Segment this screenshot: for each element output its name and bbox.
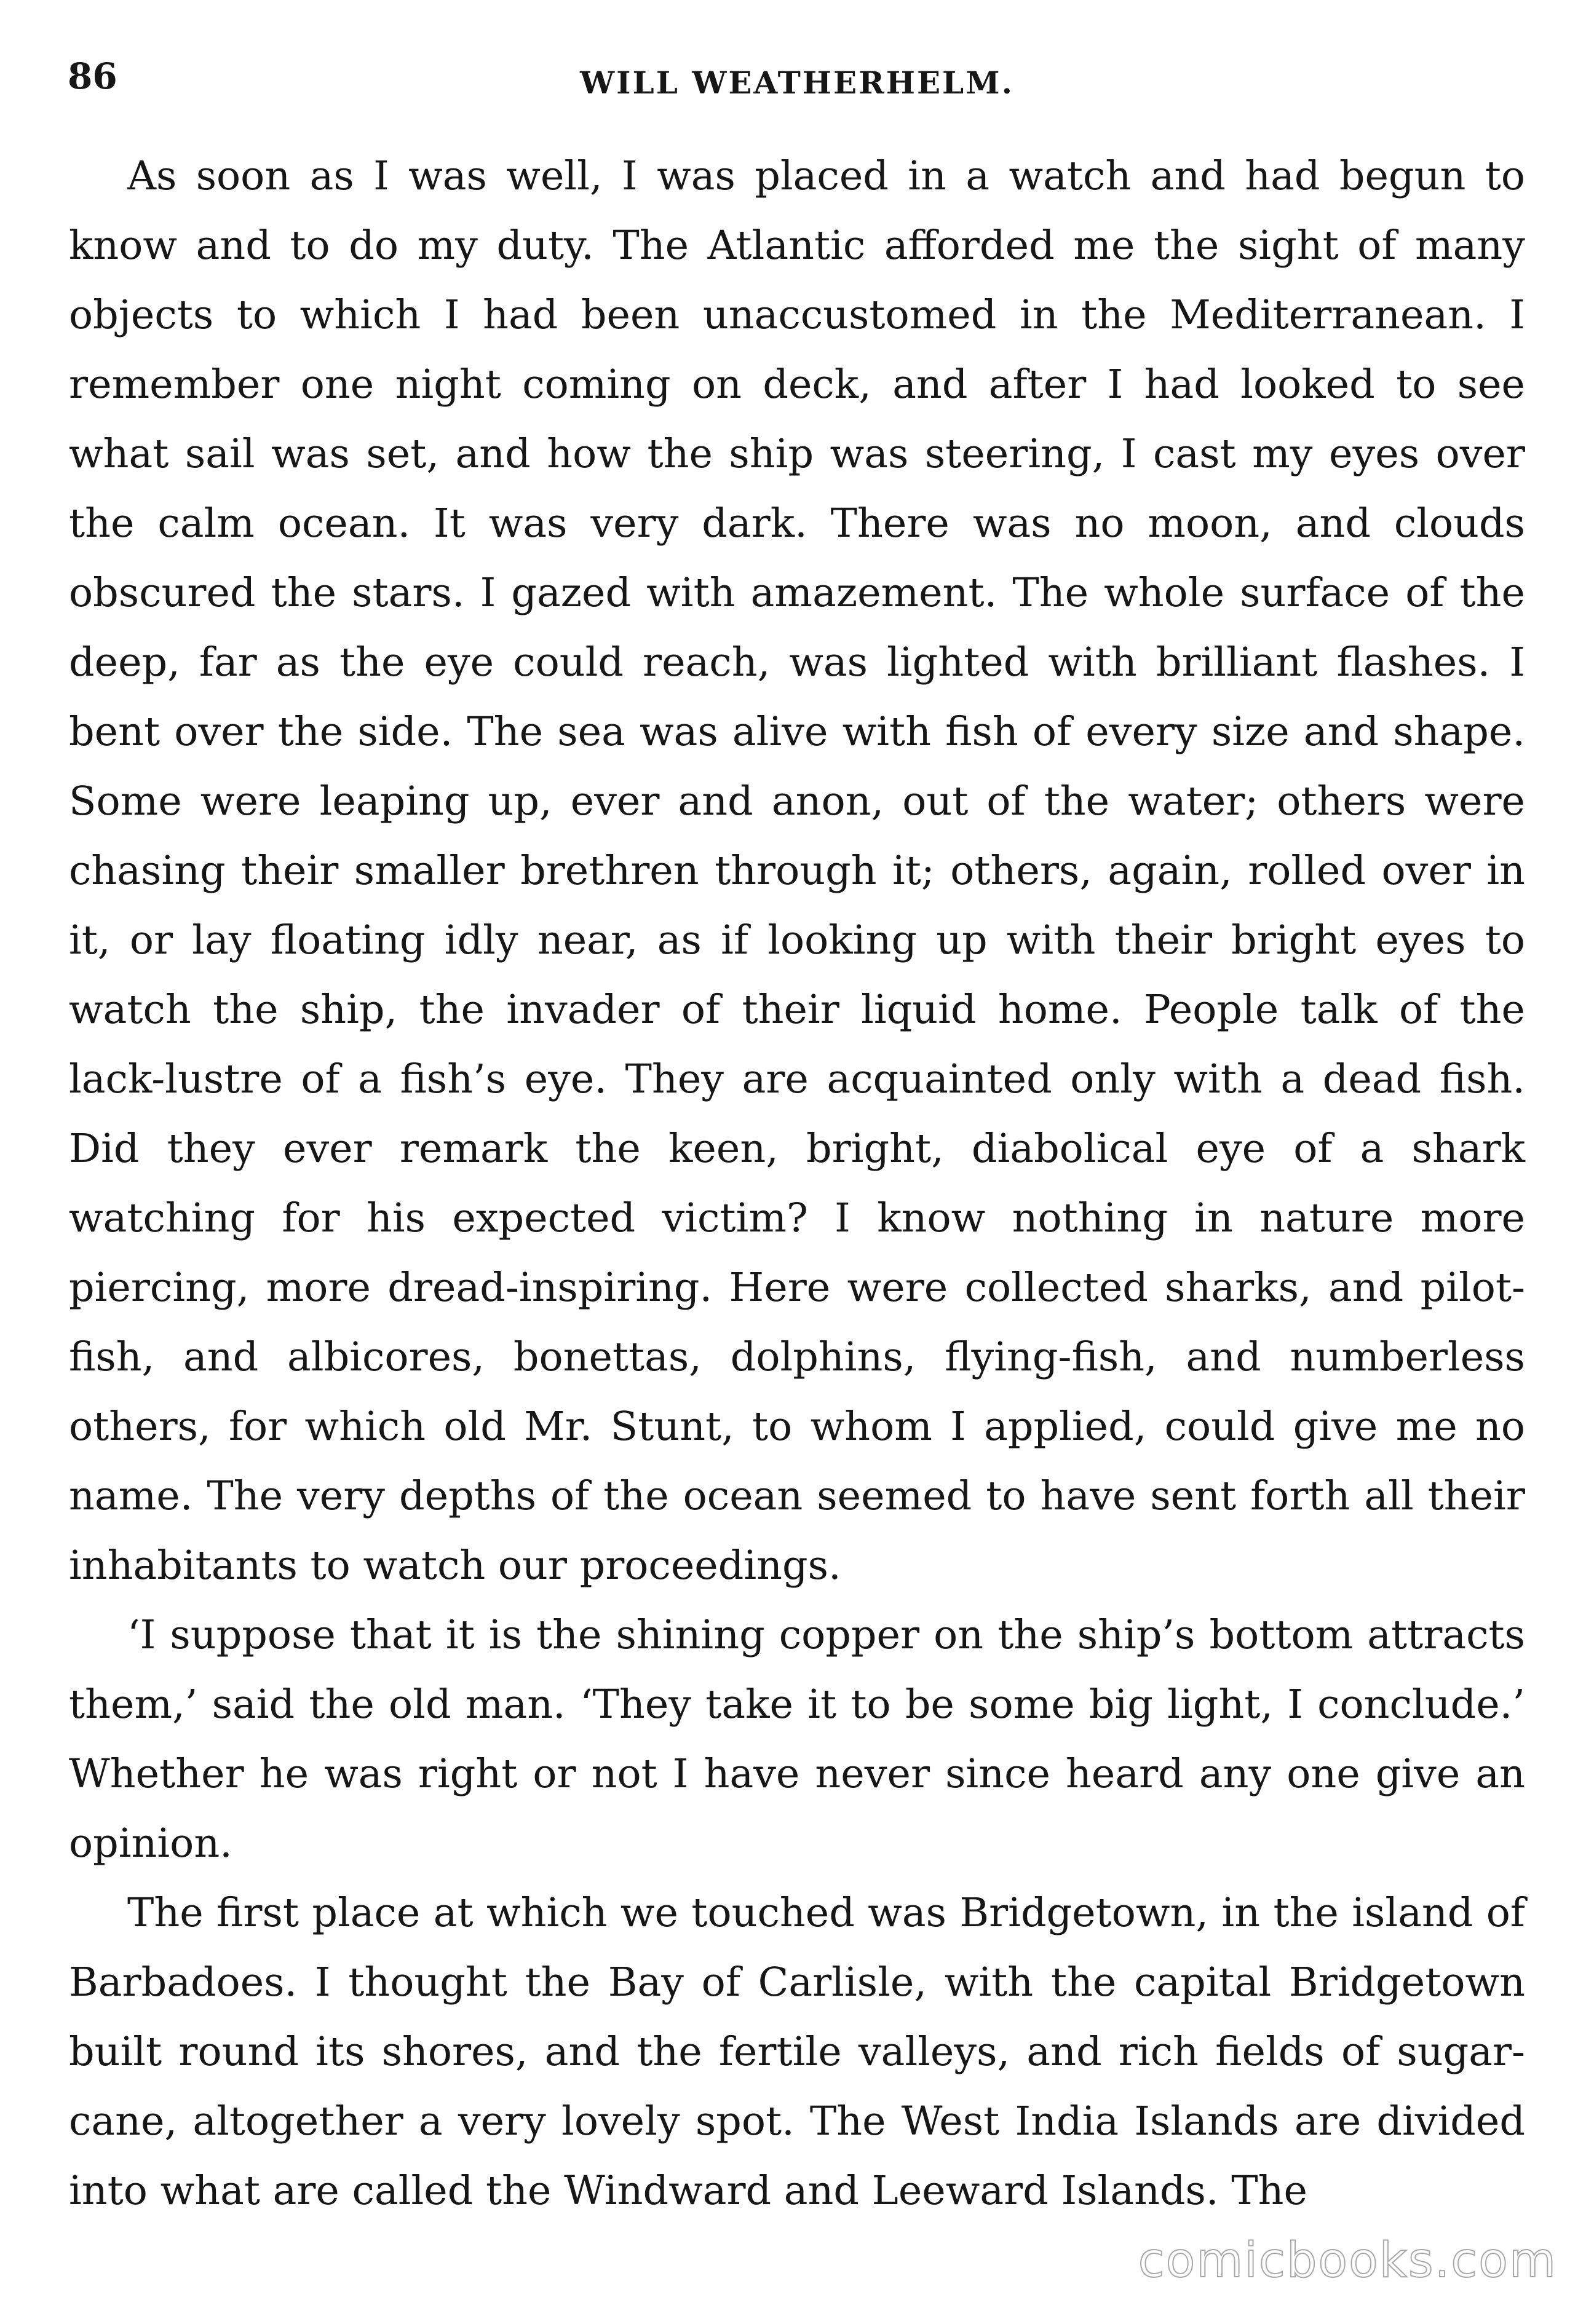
page-number: 86: [68, 55, 117, 97]
watermark-logo: comicbooks.com: [1138, 2233, 1557, 2288]
paragraph: As soon as I was well, I was placed in a watch and had begun to know and to do my duty. The Atlantic afforded me the sight of many objects to which I had been unaccustomed in the Mediterranean. I remember one night coming on deck, and after I had looked to see what sail was set, and how the ship was steering, I cast my eyes over the calm ocean. It was very dark. There was no moon, and clouds obscured the stars. I gazed with amazement. The whole surface of the deep, far as the eye could reach, was lighted with brilliant flashes. I bent over the side. The sea was alive with fish of every size and shape. Some were leaping up, ever and anon, out of the water; others were chasing their smaller brethren through it; others, again, rolled over in it, or lay floating idly near, as if looking up with their bright eyes to watch the ship, the invader of their liquid home. People talk of the lack-lustre of a fish’s eye. They are acquainted only with a dead fish. Did they ever remark the keen, bright, diabolical eye of a shark watching for his expected victim? I know nothing in nature more piercing, more dread-inspiring. Here were collected sharks, and pilot-fish, and albicores, bonettas, dolphins, flying-fish, and numberless others, for which old Mr. Stunt, to whom I applied, could give me no name. The very depths of the ocean seemed to have sent forth all their inhabitants to watch our proceedings.: [69, 153, 1525, 1589]
body-text: [69, 141, 1525, 2226]
paragraph: The first place at which we touched was Bridgetown, in the island of Barbadoes. I thought the Bay of Carlisle, with the capital Bridgetown built round its shores, and the fertile valleys, and rich fields of sugar-cane, altogether a very lovely spot. The West India Islands are divided into what are called the Windward and Leeward Islands. The: [69, 1890, 1525, 2214]
running-title: WILL WEATHERHELM.: [580, 65, 1014, 101]
paragraph: ‘I suppose that it is the shining copper on the ship’s bottom attracts them,’ said the old man. ‘They take it to be some big light, I conclude.’ Whether he was right or not I have never since heard any one give an opinion.: [69, 1612, 1525, 1867]
